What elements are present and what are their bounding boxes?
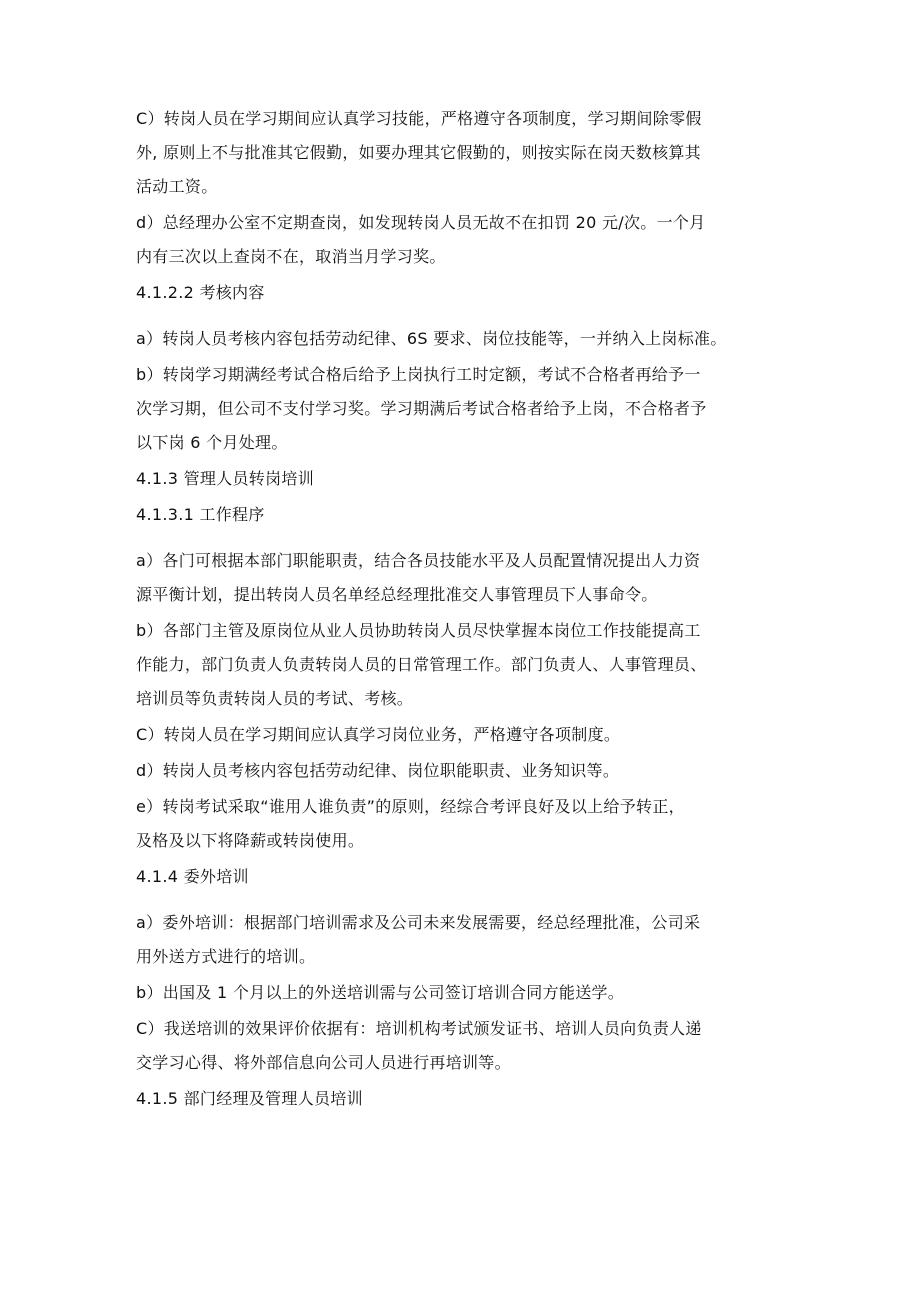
text-line: 及格及以下将降薪或转岗使用。 — [136, 831, 365, 850]
paragraph-d-inspection — [136, 210, 796, 270]
section-heading-4-1-4: 4.1.4 委外培训 — [136, 867, 249, 886]
text-line: d）转岗人员考核内容包括劳动纪律、岗位职能职责、业务知识等。 — [136, 761, 620, 780]
paragraph-c-study-business — [136, 722, 796, 748]
text-line: e）转岗考试采取“谁用人谁负责”的原则，经综合考评良好及以上给予转正， — [136, 797, 685, 816]
text-line: b）各部门主管及原岗位从业人员协助转岗人员尽快掌握本岗位工作技能提高工 — [136, 621, 701, 640]
section-heading-4-1-5: 4.1.5 部门经理及管理人员培训 — [136, 1089, 363, 1108]
text-line: C）转岗人员在学习期间应认真学习岗位业务，严格遵守各项制度。 — [136, 725, 621, 744]
document-body — [136, 106, 796, 1112]
text-line: 外, 原则上不与批准其它假勤，如要办理其它假勤的，则按实际在岗天数核算其 — [136, 143, 701, 162]
text-line: a）委外培训：根据部门培训需求及公司未来发展需要，经总经理批准，公司采 — [136, 913, 701, 932]
paragraph-b-exam — [136, 362, 796, 456]
section-heading-4-1-3-1: 4.1.3.1 工作程序 — [136, 505, 265, 524]
text-line: C）转岗人员在学习期间应认真学习技能，严格遵守各项制度，学习期间除零假 — [136, 109, 702, 128]
text-line: 以下岗 6 个月处理。 — [136, 433, 288, 452]
text-line: 次学习期，但公司不支付学习奖。学习期满后考试合格者给予上岗，不合格者予 — [136, 399, 707, 418]
text-line: C）我送培训的效果评价依据有：培训机构考试颁发证书、培训人员向负责人递 — [136, 1019, 702, 1038]
paragraph-b-abroad — [136, 980, 796, 1006]
text-line: 作能力，部门负责人负责转岗人员的日常管理工作。部门负责人、人事管理员、 — [136, 655, 707, 674]
text-line: 交学习心得、将外部信息向公司人员进行再培训等。 — [136, 1053, 511, 1072]
text-line: 源平衡计划，提出转岗人员名单经总经理批准交人事管理员下人事命令。 — [136, 585, 658, 604]
paragraph-b-support — [136, 618, 796, 712]
text-line: a）各门可根据本部门职能职责，结合各员技能水平及人员配置情况提出人力资 — [136, 551, 701, 570]
text-line: 活动工资。 — [136, 177, 218, 196]
paragraph-c-study-leave — [136, 106, 796, 200]
section-heading-4-1-2-2: 4.1.2.2 考核内容 — [136, 283, 265, 302]
paragraph-c-evaluation — [136, 1016, 796, 1076]
paragraph-a-plan — [136, 548, 796, 608]
paragraph-d-assessment-content — [136, 758, 796, 784]
paragraph-a-external-training — [136, 910, 796, 970]
paragraph-a-assessment — [136, 326, 796, 352]
text-line: 用外送方式进行的培训。 — [136, 947, 316, 966]
text-line: 培训员等负责转岗人员的考试、考核。 — [136, 689, 414, 708]
paragraph-e-exam-principle — [136, 794, 796, 854]
text-line: d）总经理办公室不定期查岗，如发现转岗人员无故不在扣罚 20 元/次。一个月 — [136, 213, 706, 232]
text-line: 内有三次以上查岗不在，取消当月学习奖。 — [136, 247, 446, 266]
text-line: b）出国及 1 个月以上的外送培训需与公司签订培训合同方能送学。 — [136, 983, 625, 1002]
section-heading-4-1-3: 4.1.3 管理人员转岗培训 — [136, 469, 314, 488]
text-line: b）转岗学习期满经考试合格后给予上岗执行工时定额，考试不合格者再给予一 — [136, 365, 701, 384]
text-line: a）转岗人员考核内容包括劳动纪律、6S 要求、岗位技能等，一并纳入上岗标准。 — [136, 329, 727, 348]
